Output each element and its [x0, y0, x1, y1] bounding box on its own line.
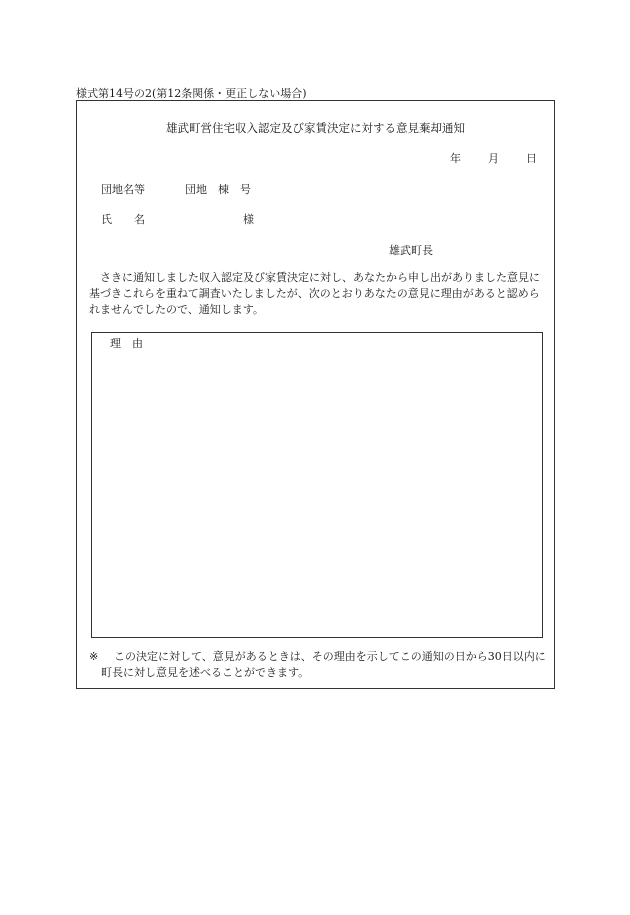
estate-line [101, 181, 251, 197]
document-title: 雄武町営住宅収入認定及び家賃決定に対する意見棄却通知 [166, 121, 465, 135]
form-number-label: 様式第14号の2(第12条関係・更正しない場合) [76, 87, 307, 100]
reason-label: 理 由 [110, 337, 143, 350]
issuer-name: 雄武町長 [389, 244, 433, 257]
notice-form [76, 100, 555, 689]
recipient-honorific: 様 [243, 213, 254, 226]
note-section [89, 649, 549, 681]
note-mark: ※ [89, 650, 99, 663]
estate-label: 団地名等 [101, 183, 145, 196]
notice-body: さきに通知しました収入認定及び家賃決定に対し、あなたから申し出がありました意見に基づきこれらを重ねて調査いたしましたが、次のとおりあなたの意見に理由があると認められませんでしたので、通知します。 [89, 271, 540, 316]
date-line [450, 150, 537, 166]
date-month-label: 月 [488, 152, 499, 165]
date-year-label: 年 [450, 152, 461, 165]
recipient-line [101, 211, 254, 227]
recipient-name-label: 氏 名 [101, 213, 145, 226]
reason-box [91, 332, 543, 638]
date-day-label: 日 [526, 152, 537, 165]
note-text: この決定に対して、意見があるときは、その理由を示してこの通知の日から30日以内に町長に対し意見を述べることができます。 [101, 650, 546, 679]
estate-value: 団地 棟 号 [185, 183, 251, 196]
